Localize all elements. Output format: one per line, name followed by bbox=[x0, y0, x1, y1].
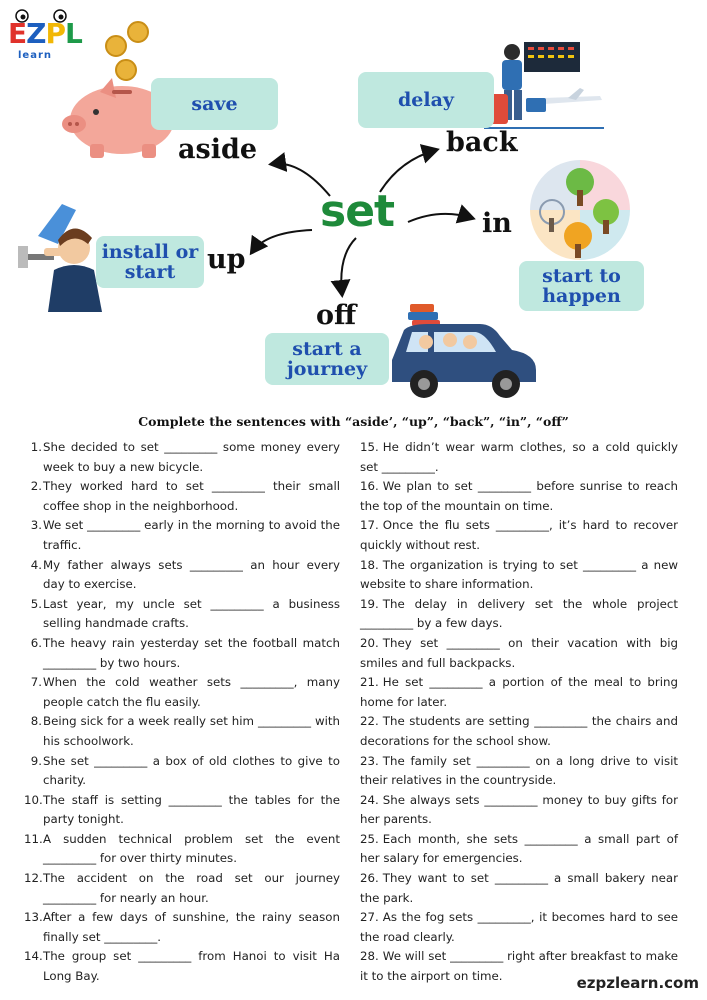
exercise-sentence: Being sick for a week really set him _________ with his schoolwork. bbox=[43, 714, 340, 748]
definition-up-line2: start bbox=[124, 261, 176, 283]
exercise-sentence: Each month, she sets _________ a small part of her salary for emergencies. bbox=[360, 831, 678, 866]
exercise-number: 28. bbox=[360, 949, 379, 964]
exercise-number: 13. bbox=[24, 910, 43, 925]
exercise-item bbox=[24, 673, 340, 712]
exercise-number: 19. bbox=[360, 596, 379, 611]
exercise-number: 15. bbox=[360, 440, 379, 454]
exercise-sentence: My father always sets _________ an hour every day to exercise. bbox=[43, 557, 340, 592]
exercise-item bbox=[24, 752, 340, 791]
exercise-item bbox=[360, 791, 678, 830]
exercise-sentence: He set _________ a portion of the meal to bring home for later. bbox=[360, 675, 678, 709]
exercise-sentence: The organization is trying to set _________ a new website to share information. bbox=[360, 557, 678, 592]
exercise-item bbox=[24, 438, 340, 477]
definition-box-aside bbox=[151, 78, 278, 130]
exercise-item bbox=[24, 556, 340, 595]
exercise-sentence: She always sets _________ money to buy gifts for her parents. bbox=[360, 792, 678, 827]
definition-box-up bbox=[96, 236, 204, 288]
exercise-item bbox=[24, 869, 340, 908]
exercise-sentence: Last year, my uncle set _________ a business selling handmade crafts. bbox=[43, 596, 340, 631]
exercise-item bbox=[24, 791, 340, 830]
exercise-item bbox=[360, 438, 678, 477]
exercise-item bbox=[360, 595, 678, 634]
definition-aside: save bbox=[191, 93, 238, 115]
exercise-sentence: We will set _________ right after breakfast to make it to the airport on time. bbox=[360, 949, 678, 984]
exercise-item bbox=[360, 908, 678, 947]
exercise-item bbox=[24, 634, 340, 673]
exercise-number: 12. bbox=[24, 871, 43, 886]
exercise-item bbox=[24, 947, 340, 986]
instruction-heading: Complete the sentences with “aside’, “up”, “back”, “in”, “off” bbox=[138, 414, 569, 429]
exercise-item bbox=[24, 477, 340, 516]
exercise-sentence: The staff is setting _________ the tables for the party tonight. bbox=[43, 792, 340, 827]
exercise-item bbox=[360, 634, 678, 673]
exercise-number: 6. bbox=[30, 635, 42, 650]
exercise-number: 5. bbox=[30, 596, 42, 611]
exercise-number: 9. bbox=[30, 753, 42, 768]
exercise-number: 22. bbox=[360, 714, 379, 729]
exercise-item bbox=[24, 830, 340, 869]
exercise-item bbox=[24, 595, 340, 634]
exercise-number: 14. bbox=[24, 949, 43, 964]
exercise-sentence: The delay in delivery set the whole project _________ by a few days. bbox=[360, 596, 678, 631]
definition-box-back bbox=[358, 72, 494, 128]
exercise-number: 16. bbox=[360, 479, 379, 494]
exercise-number: 3. bbox=[30, 518, 42, 533]
exercise-sentence: She decided to set _________ some money every week to buy a new bicycle. bbox=[43, 440, 340, 474]
particle-back: back bbox=[446, 127, 518, 158]
exercise-sentence: He didn’t wear warm clothes, so a cold quickly set _________. bbox=[360, 440, 678, 474]
exercise-number: 27. bbox=[360, 910, 379, 925]
particle-aside: aside bbox=[178, 134, 258, 165]
exercise-sentence: They want to set _________ a small bakery near the park. bbox=[360, 871, 678, 905]
logo-subtitle: learn bbox=[18, 50, 53, 61]
exercise-sentence: We set _________ early in the morning to avoid the traffic. bbox=[43, 518, 340, 552]
exercise-item bbox=[360, 673, 678, 712]
exercise-sentence: When the cold weather sets _________, many people catch the flu easily. bbox=[43, 675, 340, 709]
exercise-item bbox=[24, 908, 340, 947]
definition-box-off bbox=[265, 333, 389, 385]
logo-letters: EZPL bbox=[8, 17, 82, 50]
exercise-item bbox=[24, 516, 340, 555]
definition-off-line1: start a bbox=[292, 338, 362, 360]
exercise-sentence: As the fog sets _________, it becomes hard to see the road clearly. bbox=[360, 910, 678, 944]
definition-box-in bbox=[519, 261, 644, 311]
exercise-number: 8. bbox=[30, 714, 42, 729]
exercise-item bbox=[360, 556, 678, 595]
exercise-sentence: Once the flu sets _________, it’s hard to recover quickly without rest. bbox=[360, 518, 678, 552]
exercise-number: 10. bbox=[24, 792, 43, 807]
exercise-sentence: The students are setting _________ the chairs and decorations for the school show. bbox=[360, 714, 678, 748]
exercise-number: 21. bbox=[360, 675, 379, 690]
exercise-sentence: They set _________ on their vacation with big smiles and full backpacks. bbox=[360, 635, 678, 670]
exercise-item bbox=[360, 712, 678, 751]
definition-in-line2: happen bbox=[542, 285, 621, 307]
exercise-number: 2. bbox=[30, 479, 42, 494]
exercise-sentence: She set _________ a box of old clothes to give to charity. bbox=[43, 753, 340, 788]
exercise-number: 25. bbox=[360, 831, 379, 846]
exercise-number: 17. bbox=[360, 518, 379, 533]
exercise-item bbox=[360, 869, 678, 908]
exercise-sentence: The heavy rain yesterday set the football match _________ by two hours. bbox=[43, 635, 340, 670]
exercise-sentence: The accident on the road set our journey _________ for nearly an hour. bbox=[43, 871, 340, 905]
exercise-sentence: They worked hard to set _________ their small coffee shop in the neighborhood. bbox=[43, 479, 340, 513]
definition-in-line1: start to bbox=[542, 265, 621, 287]
exercise-column-left bbox=[24, 438, 340, 987]
exercise-number: 4. bbox=[30, 557, 42, 572]
exercise-item bbox=[360, 477, 678, 516]
exercise-number: 24. bbox=[360, 792, 379, 807]
exercise-number: 7. bbox=[30, 675, 42, 690]
exercise-column-right bbox=[360, 438, 678, 987]
particle-in: in bbox=[482, 208, 512, 239]
exercise-number: 23. bbox=[360, 753, 379, 768]
exercise-number: 20. bbox=[360, 635, 379, 650]
particle-off: off bbox=[316, 300, 357, 331]
exercise-item bbox=[360, 830, 678, 869]
exercise-sentence: A sudden technical problem set the event _________ for over thirty minutes. bbox=[43, 831, 340, 866]
website-footer: ezpzlearn.com bbox=[576, 974, 699, 992]
exercise-sentence: The group set _________ from Hanoi to visit Ha Long Bay. bbox=[43, 949, 340, 984]
definition-off-line2: journey bbox=[286, 358, 368, 380]
exercise-number: 11. bbox=[24, 831, 43, 846]
exercise-item bbox=[24, 712, 340, 751]
exercise-sentence: After a few days of sunshine, the rainy season finally set _________. bbox=[43, 910, 340, 944]
particle-up: up bbox=[207, 244, 246, 275]
exercise-item bbox=[360, 516, 678, 555]
definition-up-line1: install or bbox=[101, 241, 199, 263]
exercise-sentence: The family set _________ on a long drive to visit their relatives in the countryside. bbox=[360, 753, 678, 788]
exercise-number: 18. bbox=[360, 557, 379, 572]
exercise-number: 26. bbox=[360, 871, 379, 886]
main-word: set bbox=[320, 186, 395, 237]
exercise-sentence: We plan to set _________ before sunrise to reach the top of the mountain on time. bbox=[360, 479, 678, 513]
exercise-item bbox=[360, 752, 678, 791]
exercise-number: 1. bbox=[30, 440, 42, 454]
definition-back: delay bbox=[398, 89, 454, 111]
